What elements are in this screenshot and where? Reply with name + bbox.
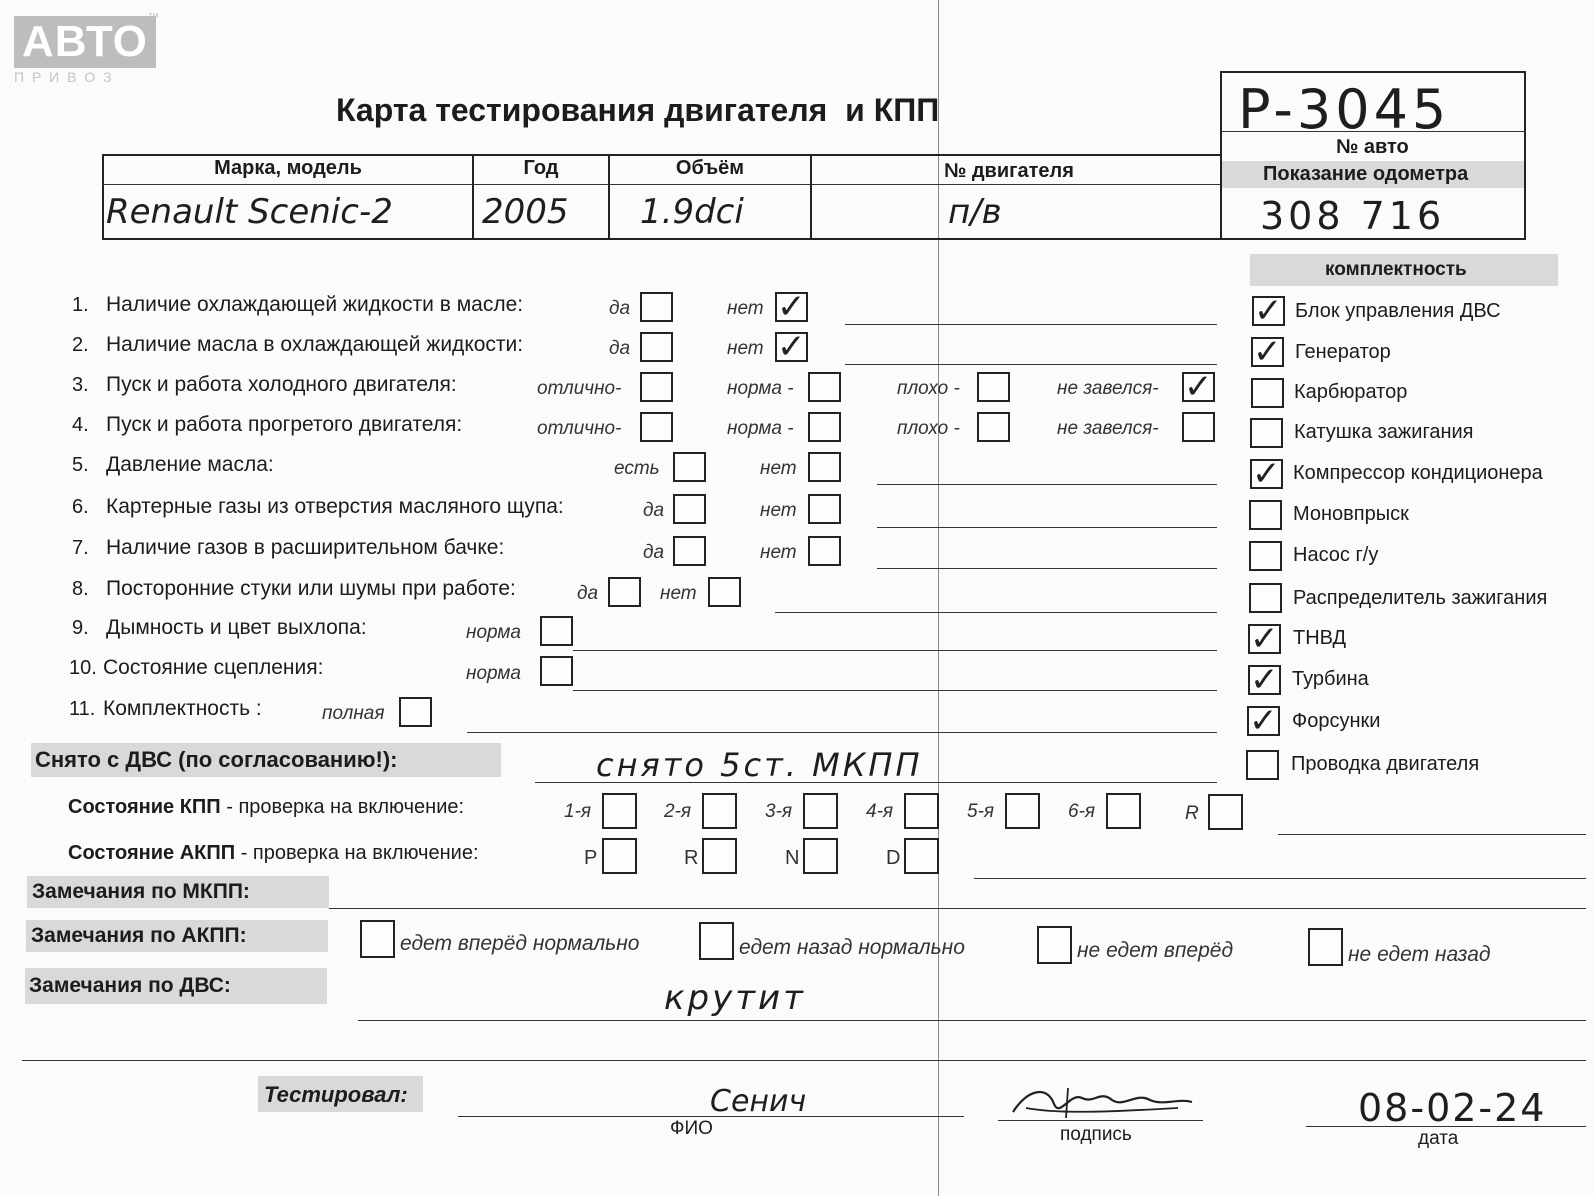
question-text: Состояние сцепления: <box>103 656 324 679</box>
komp-label: Моновпрыск <box>1293 503 1409 525</box>
checkbox-normal[interactable] <box>540 616 573 646</box>
check-mark: ✓ <box>1184 367 1213 407</box>
komp-label: Распределитель зажигания <box>1293 587 1548 609</box>
akpp-gear-label: R <box>684 847 699 869</box>
komp-checkbox[interactable] <box>1246 750 1279 780</box>
option-label: нет <box>760 542 797 563</box>
checkbox-full[interactable] <box>399 697 432 727</box>
komp-checkbox[interactable] <box>1250 418 1283 448</box>
option-label: да <box>643 542 665 563</box>
kpp-line <box>1278 834 1586 835</box>
checkbox-yes[interactable] <box>673 452 706 482</box>
removed-line <box>535 782 1217 783</box>
akpp-label <box>68 842 479 865</box>
komp-label: Компрессор кондиционера <box>1293 462 1543 484</box>
check-mark: ✓ <box>777 287 806 327</box>
option-label: есть <box>614 458 660 479</box>
gear-label: 4-я <box>866 801 894 822</box>
logo-tm: ™ <box>148 12 159 24</box>
odometer-value: 308 716 <box>1260 194 1446 238</box>
akpp-checkbox-n[interactable] <box>803 838 838 874</box>
akpp-remark-checkbox[interactable] <box>1037 926 1072 964</box>
date-value: 08-02-24 <box>1358 1086 1547 1130</box>
question-text: Наличие охлаждающей жидкости в масле: <box>106 293 524 316</box>
volume-value: 1.9dci <box>640 192 744 232</box>
checkbox-normal[interactable] <box>808 412 841 442</box>
option-label: норма <box>466 622 521 643</box>
akpp-gear-label: P <box>584 847 598 869</box>
option-label: плохо - <box>897 418 960 439</box>
remarks-dvs-value: крутит <box>664 978 806 1018</box>
remarks-akpp-label: Замечания по АКПП: <box>31 924 247 947</box>
col-make-header: Марка, модель <box>214 157 362 179</box>
col-engine-header: № двигателя <box>944 160 1074 182</box>
option-label: нет <box>760 458 797 479</box>
checkbox-yes[interactable] <box>608 577 641 607</box>
answer-line <box>877 484 1217 485</box>
question-number: 8. <box>72 578 89 600</box>
akpp-remark-option: не едет назад <box>1348 943 1491 966</box>
remarks-dvs-line <box>358 1020 1586 1021</box>
option-label: норма - <box>727 378 794 399</box>
akpp-gear-label: D <box>886 847 901 869</box>
checkbox-no[interactable] <box>808 536 841 566</box>
make-value: Renault Scenic-2 <box>106 192 393 232</box>
header-col-sep-3 <box>810 154 812 240</box>
question-number: 3. <box>72 374 89 396</box>
col-volume-header: Объём <box>675 157 745 179</box>
question-text: Комплектность : <box>103 697 262 720</box>
akpp-label-bold: Состояние АКПП <box>68 842 236 864</box>
option-label: полная <box>322 703 385 724</box>
question-text: Наличие масла в охлаждающей жидкости: <box>106 333 524 356</box>
question-text: Пуск и работа холодного двигателя: <box>106 373 457 396</box>
answer-line <box>877 527 1217 528</box>
akpp-remark-checkbox[interactable] <box>699 922 734 960</box>
gear-checkbox-r[interactable] <box>1208 794 1243 830</box>
tested-label: Тестировал: <box>264 1082 408 1107</box>
checkbox-no[interactable] <box>808 452 841 482</box>
option-label: нет <box>760 500 797 521</box>
question-text: Дымность и цвет выхлопа: <box>106 616 367 639</box>
komp-label: Блок управления ДВС <box>1295 300 1501 322</box>
gear-checkbox-4[interactable] <box>904 793 939 829</box>
remarks-mkpp-line <box>329 908 1586 909</box>
komp-label: Турбина <box>1292 668 1369 690</box>
auto-box-divider <box>1220 131 1526 132</box>
gear-label: 1-я <box>564 801 592 822</box>
auto-number-label: № авто <box>1336 136 1409 158</box>
akpp-checkbox-p[interactable] <box>602 838 637 874</box>
fio-label: ФИО <box>670 1118 713 1139</box>
komp-label: Насос г/у <box>1293 544 1379 566</box>
gear-checkbox-1[interactable] <box>602 793 637 829</box>
remarks-mkpp-label: Замечания по МКПП: <box>32 880 250 903</box>
question-number: 9. <box>72 617 89 639</box>
gear-label: 5-я <box>967 801 995 822</box>
answer-line <box>845 324 1217 325</box>
akpp-line <box>974 878 1586 879</box>
komp-checkbox[interactable] <box>1249 583 1282 613</box>
check-mark: ✓ <box>1249 701 1278 741</box>
answer-line <box>573 650 1217 651</box>
komp-checkbox[interactable] <box>1251 378 1284 408</box>
akpp-gear-label: N <box>785 847 800 869</box>
check-mark: ✓ <box>1250 660 1279 700</box>
question-text: Давление масла: <box>106 453 274 476</box>
gear-checkbox-3[interactable] <box>803 793 838 829</box>
question-number: 7. <box>72 537 89 559</box>
option-label: да <box>577 583 599 604</box>
option-label: норма - <box>727 418 794 439</box>
answer-line <box>877 568 1217 569</box>
checkbox-normal[interactable] <box>808 372 841 402</box>
gear-label: R <box>1185 803 1199 824</box>
komp-label: Форсунки <box>1292 710 1381 732</box>
komp-label: Катушка зажигания <box>1294 421 1474 443</box>
checkbox-bad[interactable] <box>977 412 1010 442</box>
option-label: не завелся- <box>1057 378 1159 399</box>
question-number: 1. <box>72 294 89 316</box>
kpp-label-rest: - проверка на включение: <box>220 796 465 818</box>
remarks-dvs-line-2 <box>22 1060 1586 1061</box>
odometer-label: Показание одометра <box>1263 163 1469 185</box>
question-number: 10. <box>69 657 97 679</box>
date-line <box>1306 1126 1586 1127</box>
akpp-label-rest: - проверка на включение: <box>235 842 479 864</box>
akpp-remark-option: едет назад нормально <box>739 936 965 959</box>
checkbox-normal[interactable] <box>540 656 573 686</box>
question-number: 6. <box>72 496 89 518</box>
akpp-remark-option: не едет вперёд <box>1077 939 1234 962</box>
gear-label: 3-я <box>765 801 793 822</box>
komp-label: ТНВД <box>1293 627 1347 649</box>
komplektnost-title: комплектность <box>1325 259 1467 280</box>
checkbox-excellent[interactable] <box>640 372 673 402</box>
answer-line <box>845 364 1217 365</box>
check-mark: ✓ <box>1252 454 1281 494</box>
auto-number-value: P-3045 <box>1238 78 1451 141</box>
kpp-label <box>68 796 464 819</box>
removed-label: Снято с ДВС (по согласованию!): <box>35 747 398 772</box>
kpp-label-bold: Состояние КПП <box>68 796 221 818</box>
option-label: плохо - <box>897 378 960 399</box>
gear-label: 2-я <box>664 801 692 822</box>
option-label: да <box>643 500 665 521</box>
option-label: да <box>609 338 631 359</box>
gear-checkbox-6[interactable] <box>1106 793 1141 829</box>
fio-line <box>458 1116 964 1117</box>
answer-line <box>573 690 1217 691</box>
date-label: дата <box>1418 1128 1459 1149</box>
question-text: Наличие газов в расширительном бачке: <box>106 536 505 559</box>
question-number: 2. <box>72 334 89 356</box>
logo-sub: П Р И В О З <box>14 69 114 85</box>
engine-value: п/в <box>948 192 1002 232</box>
question-number: 4. <box>72 414 89 436</box>
check-mark: ✓ <box>777 327 806 367</box>
gear-checkbox-5[interactable] <box>1005 793 1040 829</box>
option-label: нет <box>727 338 764 359</box>
signature-line <box>998 1120 1203 1121</box>
gear-checkbox-2[interactable] <box>702 793 737 829</box>
question-number: 11. <box>69 698 96 720</box>
check-mark: ✓ <box>1254 291 1283 331</box>
year-value: 2005 <box>482 192 569 232</box>
question-text: Пуск и работа прогретого двигателя: <box>106 413 463 436</box>
komp-label: Карбюратор <box>1294 381 1408 403</box>
option-label: нет <box>727 298 764 319</box>
checkbox-no[interactable] <box>708 577 741 607</box>
checkbox-yes[interactable] <box>640 332 673 362</box>
option-label: да <box>609 298 631 319</box>
logo-main: АВТО <box>14 16 156 68</box>
question-text: Посторонние стуки или шумы при работе: <box>106 577 516 600</box>
akpp-checkbox-r[interactable] <box>702 838 737 874</box>
gear-label: 6-я <box>1068 801 1096 822</box>
answer-line <box>775 612 1217 613</box>
page-title: Карта тестирования двигателя и КПП <box>336 92 940 128</box>
akpp-remark-checkbox[interactable] <box>360 920 395 958</box>
check-mark: ✓ <box>1250 619 1279 659</box>
option-label: отлично- <box>537 418 622 439</box>
logo <box>14 12 159 85</box>
checkbox-bad[interactable] <box>977 372 1010 402</box>
col-year-header: Год <box>523 157 559 179</box>
removed-value: снято 5ст. МКПП <box>596 746 923 784</box>
remarks-dvs-label: Замечания по ДВС: <box>29 974 231 997</box>
option-label: не завелся- <box>1057 418 1159 439</box>
checkbox-excellent[interactable] <box>640 412 673 442</box>
akpp-remark-option: едет вперёд нормально <box>400 932 640 955</box>
option-label: нет <box>660 583 697 604</box>
option-label: норма <box>466 663 521 684</box>
answer-line <box>467 732 1217 733</box>
checkbox-yes[interactable] <box>673 536 706 566</box>
fio-value: Сенич <box>710 1084 807 1119</box>
akpp-remark-checkbox[interactable] <box>1308 928 1343 966</box>
checkbox-yes[interactable] <box>673 494 706 524</box>
question-text: Картерные газы из отверстия масляного щупа: <box>106 495 564 518</box>
checkbox-yes[interactable] <box>640 292 673 322</box>
checkbox-no[interactable] <box>808 494 841 524</box>
komp-label: Генератор <box>1295 341 1391 363</box>
option-label: отлично- <box>537 378 622 399</box>
check-mark: ✓ <box>1253 332 1282 372</box>
question-number: 5. <box>72 454 89 476</box>
signature-label: подпись <box>1060 1124 1132 1145</box>
header-table-divider <box>102 184 1220 185</box>
komp-label: Проводка двигателя <box>1291 753 1480 775</box>
checkbox-not-started[interactable] <box>1182 412 1215 442</box>
komp-checkbox[interactable] <box>1249 500 1282 530</box>
komp-checkbox[interactable] <box>1249 541 1282 571</box>
akpp-checkbox-d[interactable] <box>904 838 939 874</box>
